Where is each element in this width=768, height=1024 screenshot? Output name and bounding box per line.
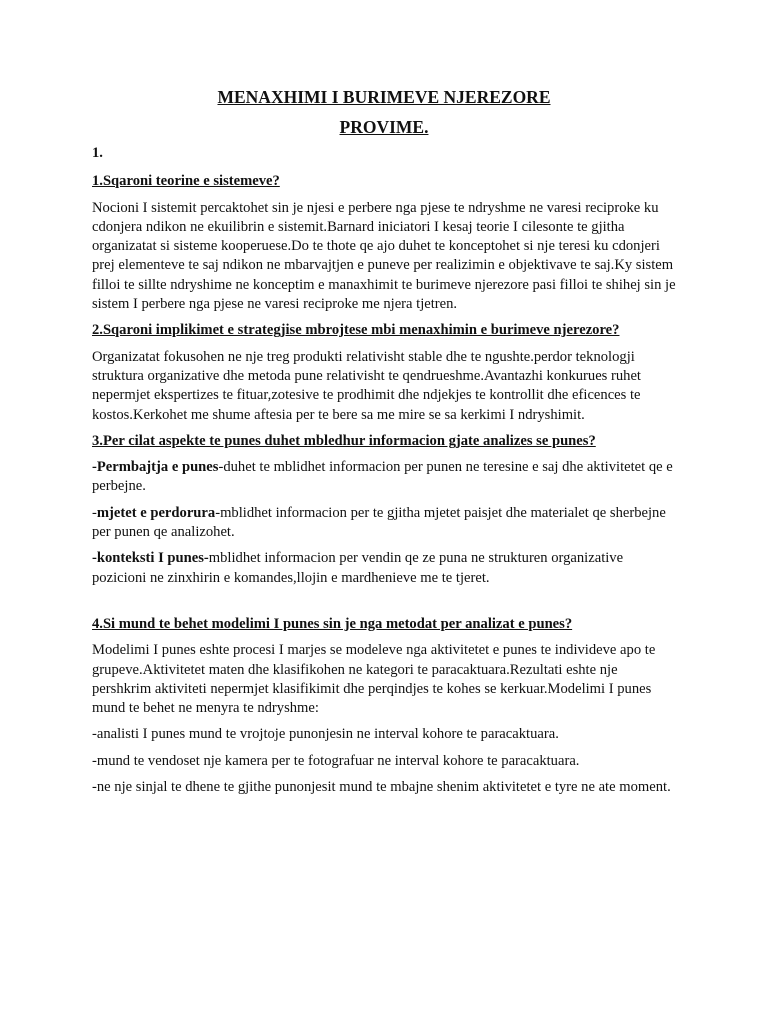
question-4: 4.Si mund te behet modelimi I punes sin je nga metodat per analizat e punes?: [92, 615, 573, 632]
answer-2: Organizatat fokusohen ne nje treg produkti relativisht stable dhe te ngushte.perdor teknologji struktura organizative dhe metoda pune relativisht te qendrueshme.Avantazhi konkurues ruhet nepermjet ekspertizes te fituar,zotesive te prodhimit dhe ndjekjes te kontrollit dhe eficences te kostos.Kerkohet me shume aftesia per te bere sa me mire se sa kerkimi I ndryshimit.: [92, 348, 641, 423]
answer-3-item-3: [92, 549, 676, 588]
answer-4: Modelimi I punes eshte procesi I marjes se modeleve nga aktivitetet e punes te individeve apo te grupeve.Aktivitetet maten dhe klasifikohen ne kategori te paracaktuara.Rezultati eshte nje pershkrim aktiviteti nepermjet klasifikimit dhe perqindjes te kohes se kerkuar.Modelimi I punes mund te behet ne menyra te ndryshme:: [92, 642, 656, 717]
answer-3-item-1: [92, 458, 676, 497]
section-gap: [92, 595, 676, 615]
item-text: -duhet te mblidhet informacion per punen ne teresine e saj dhe aktivitetet qe e perbejne.: [92, 459, 673, 495]
section-number: 1.: [92, 145, 103, 161]
document-body: [92, 144, 676, 797]
answer-4-bullet-3: -ne nje sinjal te dhene te gjithe punonjesit mund te mbajne shenim aktivitetet e tyre ne ate moment.: [92, 779, 671, 796]
question-3: 3.Per cilat aspekte te punes duhet mbledhur informacion gjate analizes se punes?: [92, 432, 596, 449]
item-term: -Permbajtja e punes: [92, 459, 219, 476]
question-1: 1.Sqaroni teorine e sistemeve?: [92, 173, 280, 190]
question-2: 2.Sqaroni implikimet e strategjise mbrojtese mbi menaxhimin e burimeve njerezore?: [92, 322, 620, 339]
answer-4-bullet-1: -analisti I punes mund te vrojtoje punonjesin ne interval kohore te paracaktuara.: [92, 726, 559, 743]
answer-3-item-2: [92, 504, 676, 543]
document-title: MENAXHIMI I BURIMEVE NJEREZORE: [217, 87, 551, 107]
item-text: -mblidhet informacion per te gjitha mjetet paisjet dhe materialet qe sherbejne per punen qe analizohet.: [92, 504, 666, 541]
item-term: mjetet e perdorura: [96, 504, 216, 521]
answer-1: Nocioni I sistemit percaktohet sin je njesi e perbere nga pjese te ndryshme ne varesi reciproke ku cdonjera ndikon ne ekuilibrin e sistemit.Barnard iniciatori I kesaj teorie I cilesonte te gjitha organizatat si sisteme kooperuese.Do te thote qe ajo duhet te konceptohet si nje teresi ku cdonjeri prej elementeve te saj ndikon ne mbarvajtjen e puneve per realizimin e objektivave te saj.Ky sistem filloi te sillte ndryshime ne konceptim e manaxhimit te burimeve njerezore pasi filloi te shihej sin je sistem I perbere nga pjese ne varesi reciproke me njera tjetren.: [92, 199, 676, 313]
answer-4-bullet-2: -mund te vendoset nje kamera per te fotografuar ne interval kohore te paracaktuara.: [92, 752, 580, 769]
item-term: -konteksti I punes-: [92, 550, 209, 567]
item-text: mblidhet informacion per vendin qe ze puna ne strukturen organizative pozicioni ne zinxhirin e komandes,llojin e mardhenieve me te tjeret.: [92, 550, 624, 586]
item-prefix: -: [92, 504, 97, 521]
document-subtitle: PROVIME.: [339, 117, 429, 137]
